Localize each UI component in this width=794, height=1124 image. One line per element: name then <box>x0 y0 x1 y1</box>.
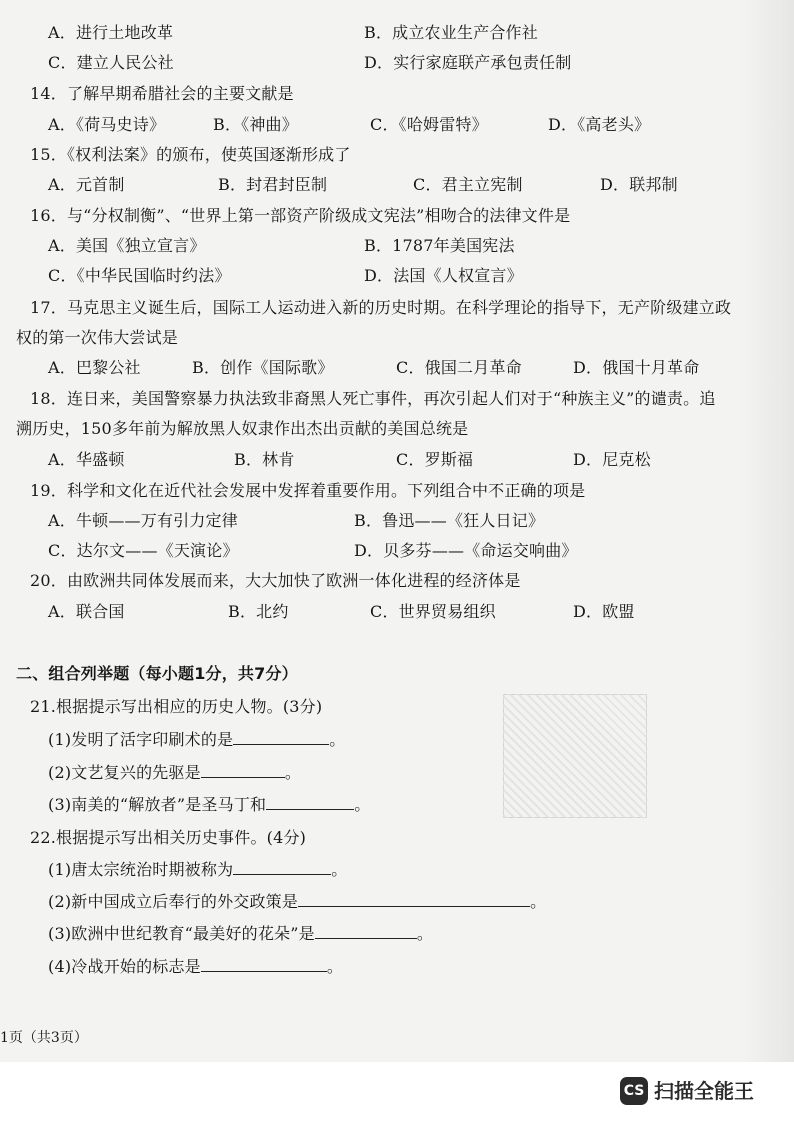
q14-option-d: D．《高老头》 <box>548 115 651 134</box>
scanner-brand-name: 扫描全能王 <box>654 1079 754 1103</box>
q14-option-c: C．《哈姆雷特》 <box>370 115 488 134</box>
answer-blank <box>201 957 327 972</box>
question-22: 22.根据提示写出相关历史事件。(4分) <box>30 828 307 847</box>
q17-option-c: C．俄国二月革命 <box>396 358 522 377</box>
question-14: 14．了解早期希腊社会的主要文献是 <box>30 84 294 103</box>
q19-option-c: C．达尔文——《天演论》 <box>48 541 239 560</box>
q21-item-3 <box>48 795 370 815</box>
question-17-line-1: 17．马克思主义诞生后，国际工人运动进入新的历史时期。在科学理论的指导下，无产阶级建立政 <box>30 298 732 317</box>
q22-item-4-text: (4)冷战开始的标志是 <box>48 957 201 976</box>
question-15: 15．《权利法案》的颁布，使英国逐渐形成了 <box>30 145 351 164</box>
faint-image-block <box>503 694 647 818</box>
q15-option-d: D．联邦制 <box>600 175 678 194</box>
q14-option-a: A．《荷马史诗》 <box>48 115 166 134</box>
q16-option-d: D．法国《人权宣言》 <box>364 266 523 285</box>
q21-item-3-end: 。 <box>354 795 371 814</box>
q20-option-d: D．欧盟 <box>573 602 635 621</box>
q21-item-2-end: 。 <box>284 763 302 782</box>
q21-item-1-text: (1)发明了活字印刷术的是 <box>48 730 234 749</box>
question-16: 16．与“分权制衡”、“世界上第一部资产阶级成文宪法”相吻合的法律文件是 <box>30 206 571 225</box>
q17-option-d: D．俄国十月革命 <box>573 358 700 377</box>
q22-item-2 <box>48 892 546 912</box>
q13-option-c: C．建立人民公社 <box>48 53 174 72</box>
answer-blank <box>233 860 331 875</box>
q18-option-b: B．林肯 <box>234 450 295 469</box>
q15-option-c: C．君主立宪制 <box>413 175 523 194</box>
q19-option-d: D．贝多芬——《命运交响曲》 <box>354 541 578 560</box>
q16-option-c: C．《中华民国临时约法》 <box>48 266 231 285</box>
q22-item-2-text: (2)新中国成立后奉行的外交政策是 <box>48 892 299 911</box>
section-2-heading: 二、组合列举题（每小题1分，共7分） <box>16 664 298 683</box>
q14-option-b: B．《神曲》 <box>213 115 298 134</box>
question-19: 19．科学和文化在近代社会发展中发挥着重要作用。下列组合中不正确的项是 <box>30 481 586 500</box>
q15-option-b: B．封君封臣制 <box>218 175 328 194</box>
q22-item-3 <box>48 924 433 944</box>
q13-option-d: D．实行家庭联产承包责任制 <box>364 53 572 72</box>
q22-item-4-end: 。 <box>326 957 344 976</box>
q20-option-b: B．北约 <box>228 602 289 621</box>
question-18-line-1: 18．连日来，美国警察暴力执法致非裔黑人死亡事件，再次引起人们对于“种族主义”的谴责。追 <box>30 389 716 408</box>
q17-option-b: B．创作《国际歌》 <box>192 358 334 377</box>
q22-item-1 <box>48 860 347 880</box>
q16-option-b: B．1787年美国宪法 <box>364 236 515 255</box>
scan-edge-shadow <box>744 0 794 1062</box>
answer-blank <box>201 763 285 778</box>
cs-logo-icon: CS <box>620 1077 648 1105</box>
q22-item-3-text: (3)欧洲中世纪教育“最美好的花朵”是 <box>48 924 315 943</box>
q21-item-1-end: 。 <box>329 730 346 749</box>
q19-option-a: A．牛顿——万有引力定律 <box>48 511 238 530</box>
q18-option-c: C．罗斯福 <box>396 450 474 469</box>
q21-item-2 <box>48 763 301 783</box>
q21-item-3-text: (3)南美的“解放者”是圣马丁和 <box>48 795 267 814</box>
q15-option-a: A．元首制 <box>48 175 125 194</box>
q13-option-a: A．进行土地改革 <box>48 23 174 42</box>
q18-option-a: A．华盛顿 <box>48 450 125 469</box>
q21-item-1 <box>48 730 345 750</box>
q21-item-2-text: (2)文艺复兴的先驱是 <box>48 763 201 782</box>
question-17-line-2: 权的第一次伟大尝试是 <box>16 328 179 347</box>
question-20: 20．由欧洲共同体发展而来，大大加快了欧洲一体化进程的经济体是 <box>30 571 521 590</box>
q16-option-a: A．美国《独立宣言》 <box>48 236 206 255</box>
page-number: 1页（共3页） <box>0 1030 88 1046</box>
scanner-watermark <box>620 1077 768 1115</box>
q13-option-b: B．成立农业生产合作社 <box>364 23 538 42</box>
answer-blank <box>233 730 329 745</box>
answer-blank <box>298 892 530 907</box>
answer-blank <box>315 924 417 939</box>
q22-item-3-end: 。 <box>416 924 434 943</box>
q19-option-b: B．鲁迅——《狂人日记》 <box>354 511 545 530</box>
answer-blank <box>266 795 354 810</box>
q18-option-d: D．尼克松 <box>573 450 651 469</box>
q22-item-4 <box>48 957 343 977</box>
question-18-line-2: 溯历史，150多年前为解放黑人奴隶作出杰出贡献的美国总统是 <box>16 419 469 438</box>
q22-item-1-text: (1)唐太宗统治时期被称为 <box>48 860 234 879</box>
q22-item-2-end: 。 <box>530 892 547 911</box>
q17-option-a: A．巴黎公社 <box>48 358 141 377</box>
q20-option-c: C．世界贸易组织 <box>370 602 496 621</box>
question-21: 21.根据提示写出相应的历史人物。(3分) <box>30 697 323 716</box>
q20-option-a: A．联合国 <box>48 602 125 621</box>
q22-item-1-end: 。 <box>331 860 348 879</box>
